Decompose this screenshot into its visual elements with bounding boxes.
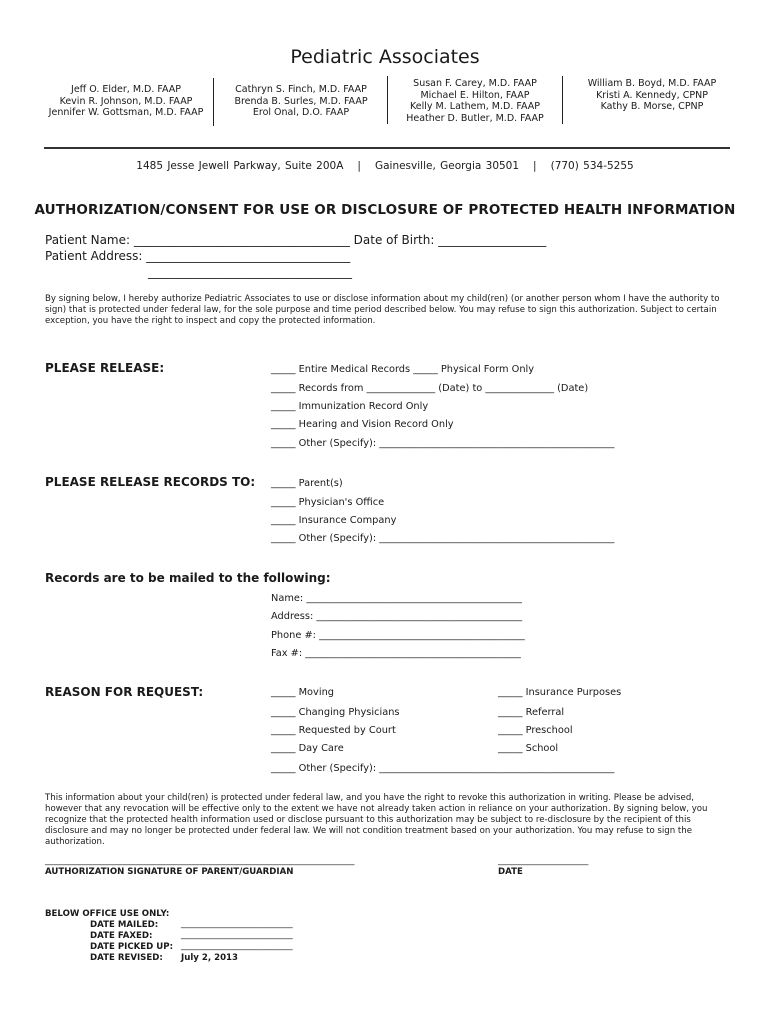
release-to-option[interactable]: _____ Parent(s) — [271, 478, 343, 489]
doctor-name: Jennifer W. Gottsman, M.D. FAAP — [48, 107, 204, 118]
mailing-phone-field[interactable]: Phone #: __________________________________________ — [271, 630, 525, 641]
doctor-name: Kristi A. Kennedy, CPNP — [596, 89, 708, 101]
column-divider — [387, 76, 388, 124]
reason-option[interactable]: _____ Preschool — [498, 725, 573, 736]
street-address: 1485 Jesse Jewell Parkway, Suite 200A — [136, 160, 344, 172]
office-label-mailed: DATE MAILED: — [90, 920, 159, 930]
office-use-heading: BELOW OFFICE USE ONLY: — [45, 909, 170, 919]
mailing-fax-field[interactable]: Fax #: ____________________________________________ — [271, 648, 521, 659]
office-label-picked-up: DATE PICKED UP: — [90, 942, 174, 952]
doctor-column-2 — [221, 84, 381, 119]
reason-option[interactable]: _____ Insurance Purposes — [498, 687, 622, 698]
office-value-revised: July 2, 2013 — [181, 953, 239, 963]
separator: | — [357, 160, 361, 172]
city-state-zip: Gainesville, Georgia 30501 — [374, 160, 520, 172]
form-title: AUTHORIZATION/CONSENT FOR USE OR DISCLOSURE OF PROTECTED HEALTH INFORMATION — [34, 202, 736, 218]
date-line[interactable]: _____________________ — [498, 856, 589, 866]
signature-label: AUTHORIZATION SIGNATURE OF PARENT/GUARDIAN — [45, 867, 294, 877]
reason-option[interactable]: _____ Day Care — [271, 743, 344, 754]
doctor-name: Kevin R. Johnson, M.D. FAAP — [59, 95, 193, 107]
doctor-column-4 — [572, 78, 732, 113]
patient-address-field[interactable]: Patient Address: __________________________________ — [45, 249, 351, 263]
office-value-faxed[interactable]: __________________________ — [181, 930, 293, 940]
doctor-name: William B. Boyd, M.D. FAAP — [587, 78, 717, 89]
column-divider — [562, 76, 563, 124]
practice-name: Pediatric Associates — [290, 46, 480, 68]
patient-address-field-continued[interactable]: __________________________________ — [148, 265, 352, 279]
office-value-picked-up[interactable]: __________________________ — [181, 941, 293, 951]
revocation-notice: This information about your child(ren) is protected under federal law, and you have the right to revoke this authorization in writing. Please be advised, however that any revocation will be effective only to the extent we have not already taken action in reliance on your authorization. By signing below, you recognize that the protected health information used or disclose pursuant to this authorization may be subject to re-disclosure by the recipient of this disclosure and may no longer be protected under federal law. We will not condition treatment based on your authorization. You may refuse to sign the authorization. — [45, 793, 708, 847]
separator: | — [533, 160, 537, 172]
practice-address — [0, 160, 770, 172]
patient-name-field[interactable]: Patient Name: ____________________________________ Date of Birth: __________________ — [45, 233, 547, 247]
doctor-name: Erol Onal, D.O. FAAP — [252, 107, 350, 118]
reason-option[interactable]: _____ Requested by Court — [271, 725, 396, 736]
doctor-name: Cathryn S. Finch, M.D. FAAP — [235, 84, 367, 95]
doctor-name: Brenda B. Surles, M.D. FAAP — [234, 95, 368, 107]
mailing-name-field[interactable]: Name: ____________________________________________ — [271, 593, 522, 604]
release-option[interactable]: _____ Records from ______________ (Date) to ______________ (Date) — [271, 383, 589, 394]
phone-number: (770) 534-5255 — [550, 160, 634, 172]
release-option[interactable]: _____ Entire Medical Records _____ Physical Form Only — [271, 364, 535, 375]
doctor-name: Heather D. Butler, M.D. FAAP — [406, 112, 544, 124]
release-option[interactable]: _____ Immunization Record Only — [271, 401, 429, 412]
doctor-column-3 — [395, 78, 555, 124]
reason-option[interactable]: _____ School — [498, 743, 559, 754]
release-option[interactable]: _____ Hearing and Vision Record Only — [271, 419, 454, 430]
office-value-mailed[interactable]: __________________________ — [181, 919, 293, 929]
release-heading: PLEASE RELEASE: — [45, 361, 165, 375]
release-to-option[interactable]: _____ Other (Specify): ________________________________________________ — [271, 533, 615, 544]
reason-option[interactable]: _____ Referral — [498, 707, 565, 718]
reason-option[interactable]: _____ Moving — [271, 687, 335, 698]
reason-option[interactable]: _____ Other (Specify): ________________________________________________ — [271, 763, 615, 774]
column-divider — [213, 78, 214, 126]
mailing-heading: Records are to be mailed to the following: — [45, 571, 331, 585]
release-option[interactable]: _____ Other (Specify): ________________________________________________ — [271, 438, 615, 449]
signature-line[interactable]: ________________________________________________________________________ — [45, 856, 355, 866]
authorization-intro: By signing below, I hereby authorize Pediatric Associates to use or disclose information about my child(ren) (or another person whom I have the authority to sign) that is protected under federal law, for the sole purpose and time period described below. You may refuse to sign this authorization. Subject to certain exception, you have the right to inspect and copy the protected information. — [45, 294, 720, 326]
doctor-name: Kathy B. Morse, CPNP — [600, 101, 704, 112]
release-to-heading: PLEASE RELEASE RECORDS TO: — [45, 475, 256, 489]
mailing-address-field[interactable]: Address: __________________________________________ — [271, 611, 523, 622]
office-label-revised: DATE REVISED: — [90, 953, 163, 963]
release-to-option[interactable]: _____ Insurance Company — [271, 515, 397, 526]
office-label-faxed: DATE FAXED: — [90, 931, 153, 941]
release-to-option[interactable]: _____ Physician's Office — [271, 497, 385, 508]
doctor-column-1 — [45, 84, 207, 119]
reason-heading: REASON FOR REQUEST: — [45, 685, 204, 699]
doctor-name: Kelly M. Lathem, M.D. FAAP — [410, 101, 540, 112]
doctor-name: Jeff O. Elder, M.D. FAAP — [71, 84, 181, 95]
doctor-name: Susan F. Carey, M.D. FAAP — [413, 78, 537, 89]
date-label: DATE — [498, 867, 523, 877]
header-rule — [44, 147, 730, 149]
reason-option[interactable]: _____ Changing Physicians — [271, 707, 400, 718]
doctor-name: Michael E. Hilton, FAAP — [420, 89, 530, 101]
